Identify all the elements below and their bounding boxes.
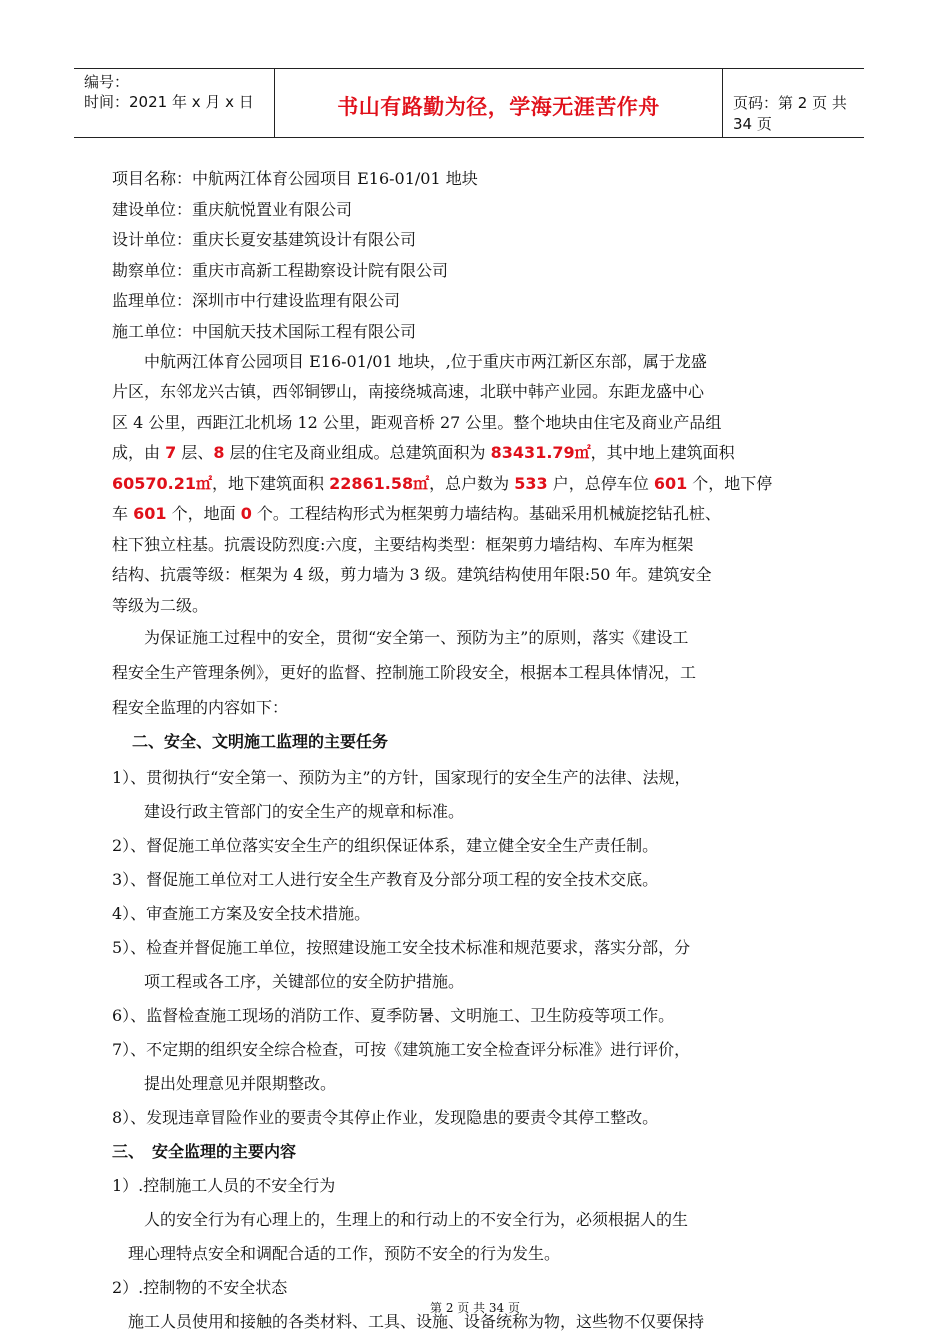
- header-page-cell: [723, 69, 864, 137]
- list-item: 4）、审查施工方案及安全技术措施。: [112, 904, 371, 923]
- supervision-unit: 监理单位：深圳市中行建设监理有限公司: [112, 291, 401, 310]
- above-ground-area-value: 60570.21㎡: [112, 474, 213, 493]
- design-unit: 设计单位：重庆长夏安基建筑设计有限公司: [112, 230, 417, 249]
- construction-unit: 施工单位：中国航天技术国际工程有限公司: [112, 322, 417, 341]
- list-item: 项工程或各工序，关键部位的安全防护措施。: [112, 972, 465, 991]
- list-item: 8）、发现违章冒险作业的要责令其停止作业，发现隐患的要责令其停工整改。: [112, 1108, 659, 1127]
- overview-line: 成，由 7 层、8 层的住宅及商业组成。总建筑面积为 83431.79㎡，其中地上建筑面积: [112, 443, 735, 462]
- section-heading: 二、安全、文明施工监理的主要任务: [132, 732, 389, 751]
- overview-line: 等级为二级。: [112, 596, 209, 615]
- list-item: 7）、不定期的组织安全综合检查，可按《建筑施工安全检查评分标准》进行评价，: [112, 1040, 691, 1059]
- list-item: 5）、检查并督促施工单位，按照建设施工安全技术标准和规范要求，落实分部，分: [112, 938, 691, 957]
- document-date-label: 时间：2021 年 x 月 x 日: [84, 93, 254, 111]
- intro-line: 程安全生产管理条例》，更好的监督、控制施工阶段安全，根据本工程具体情况，工: [112, 663, 697, 682]
- total-area-value: 83431.79㎡: [490, 443, 591, 462]
- subsection-heading: 1）.控制施工人员的不安全行为: [112, 1176, 336, 1195]
- overview-line: 区 4 公里，西距江北机场 12 公里，距观音桥 27 公里。整个地块由住宅及商业产品组: [112, 413, 722, 432]
- list-item: 2）、督促施工单位落实安全生产的组织保证体系，建立健全安全生产责任制。: [112, 836, 659, 855]
- header-page-code: 页码：第 2 页 共 34 页: [733, 94, 847, 133]
- overview-line: 结构、抗震等级：框架为 4 级，剪力墙为 3 级。建筑结构使用年限:50 年。建筑安全: [112, 565, 712, 584]
- parking-value: 601: [653, 474, 688, 493]
- ground-parking-value: 0: [240, 504, 252, 523]
- intro-line: 程安全监理的内容如下：: [112, 698, 289, 717]
- paragraph-line: 理心理特点安全和调配合适的工作，预防不安全的行为发生。: [112, 1244, 561, 1263]
- header-motto: 书山有路勤为径，学海无涯苦作舟: [337, 95, 660, 119]
- overview-line: 片区，东邻龙兴古镇，西邻铜锣山，南接绕城高速，北联中韩产业园。东距龙盛中心: [112, 382, 705, 401]
- floors-value: 8: [213, 443, 225, 462]
- paragraph-line: 施工人员使用和接触的各类材料、工具、设施、设备统称为物，这些物不仅要保持: [112, 1312, 705, 1331]
- subsection-heading: 2）.控制物的不安全状态: [112, 1278, 288, 1297]
- list-item: 3）、督促施工单位对工人进行安全生产教育及分部分项工程的安全技术交底。: [112, 870, 659, 889]
- floors-value: 7: [165, 443, 177, 462]
- overview-line: 中航两江体育公园项目 E16-01/01 地块，,位于重庆市两江新区东部，属于龙盛: [112, 352, 707, 371]
- list-item: 1）、贯彻执行“安全第一、预防为主”的方针，国家现行的安全生产的法律、法规，: [112, 768, 691, 787]
- overview-line: 柱下独立柱基。抗震设防烈度:六度，主要结构类型：框架剪力墙结构、车库为框架: [112, 535, 694, 554]
- project-name: 项目名称：中航两江体育公园项目 E16-01/01 地块: [112, 169, 478, 188]
- document-number-label: 编号：: [84, 73, 130, 91]
- intro-line: 为保证施工过程中的安全，贯彻“安全第一、预防为主”的原则，落实《建设工: [112, 628, 689, 647]
- paragraph-line: 人的安全行为有心理上的，生理上的和行动上的不安全行为，必须根据人的生: [112, 1210, 689, 1229]
- header-motto-cell: [275, 69, 723, 137]
- survey-unit: 勘察单位：重庆市高新工程勘察设计院有限公司: [112, 261, 449, 280]
- list-item: 提出处理意见并限期整改。: [112, 1074, 337, 1093]
- underground-area-value: 22861.58㎡: [329, 474, 430, 493]
- overview-line: 60570.21㎡，地下建筑面积 22861.58㎡，总户数为 533 户，总停车位 601 个，地下停: [112, 474, 773, 493]
- list-item: 建设行政主管部门的安全生产的规章和标准。: [112, 802, 465, 821]
- underground-parking-value: 601: [133, 504, 167, 523]
- section-heading: 三、 安全监理的主要内容: [112, 1142, 297, 1161]
- list-item: 6）、监督检查施工现场的消防工作、夏季防暑、文明施工、卫生防疫等项工作。: [112, 1006, 675, 1025]
- overview-line: 车 601 个，地面 0 个。工程结构形式为框架剪力墙结构。基础采用机械旋挖钻孔桩、: [112, 504, 721, 523]
- households-value: 533: [514, 474, 548, 493]
- page-footer: 第 2 页 共 34 页: [430, 1301, 520, 1315]
- page-header: [74, 68, 864, 138]
- header-meta-cell: [74, 69, 275, 137]
- client-unit: 建设单位：重庆航悦置业有限公司: [112, 200, 353, 219]
